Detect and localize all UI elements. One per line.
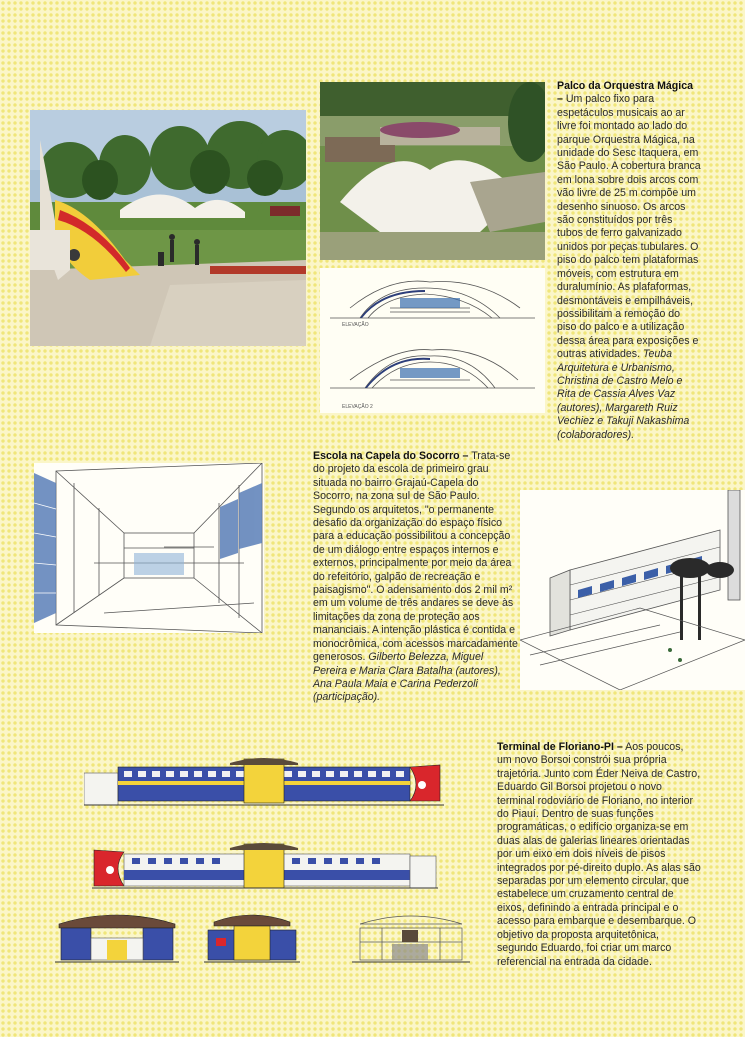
terminal-body: Aos poucos, um novo Borsoi constrói sua própria trajetória. Junto com Éder Neiva de Castro, Eduardo Gil Borsoi projetou o novo terminal rodoviário de Floriano, no interior do Piauí. Dentro de suas funções programáticas, o edifício organiza-se em duas alas de galerias lineares orientadas por um eixo em dois níveis de pisos integrados por pé-direito duplo. As alas são separadas por um elemento circular, que estabelece um cruzamento central de eixos, definindo a entrada principal e o acesso para embarque e desembarque. O objetivo da proposta arquitetônica, segundo Eduardo, foi criar um marco referencial na entrada da cidade. <box>497 741 701 968</box>
elevation-label-2: ELEVAÇÃO 2 <box>342 404 373 410</box>
stage-aerial-photo <box>320 82 545 260</box>
escola-credits: Gilberto Belezza, Miguel Pereira e Maria Clara Batalha (autores), Ana Paula Maia e Carina Pederzoli (participação). <box>313 651 501 704</box>
palco-credits: Teuba Arquitetura e Urbanismo, Christina de Castro Melo e Rita de Cassia Alves Vaz (autores), Margareth Ruiz Vechiez e Takuji Nakashima (colaboradores). <box>557 348 690 441</box>
palco-text <box>557 80 701 442</box>
terminal-section-1 <box>55 910 179 965</box>
terminal-text <box>497 741 701 969</box>
escola-body: Trata-se do projeto da escola de primeiro grau situada no bairro Grajaú-Capela do Socorro, na zona sul de São Paulo. Segundo os arquitetos, "o permanente desafio da organização do espaço físico para a educação possibilitou a concepção de um diálogo entre espaços internos e externos, principalmente por meio da área do refeitório, galpão de recreação e paisagismo". O adensamento dos 2 mil m² em um volume de três andares se deve às limitações da zona de proteção aos mananciais. A intenção plástica é contida e monocrômica, com acessos marcadamente generosos. <box>313 450 518 664</box>
escola-text <box>313 450 518 705</box>
terminal-elevation-1 <box>84 755 444 807</box>
palco-body: Um palco fixo para espetáculos musicais ao ar livre foi montado ao lado do parque Orquestra Mágica, na unidade do Sesc Itaquera, em São Paulo. A cobertura branca em lona sobre dois arcos com vão livre de 25 m compõe um desenho sinuoso. Os arcos são constituídos por três tubos de ferro galvanizado unidos por peças tubulares. O piso do palco tem plataformas móveis, com estrutura em duralumínio. As plafaformas, desmontáveis e empilháveis, possibilitam a remoção do piso do palco e a utilização dessa área para exposições e outras atividades. <box>557 93 701 361</box>
park-playground-photo <box>30 110 306 346</box>
escola-title: Escola na Capela do Socorro – <box>313 450 469 462</box>
school-interior-sketch <box>34 463 264 633</box>
terminal-section-3 <box>352 910 470 965</box>
terminal-title: Terminal de Floriano-PI – <box>497 741 623 753</box>
school-exterior-sketch <box>520 490 745 690</box>
elevation-label-1: ELEVAÇÃO <box>342 322 369 328</box>
terminal-section-2 <box>204 910 300 965</box>
palco-title: Palco da Orquestra Mágica – <box>557 80 694 106</box>
stage-elevation-drawings <box>320 268 545 413</box>
terminal-elevation-2 <box>92 840 438 892</box>
